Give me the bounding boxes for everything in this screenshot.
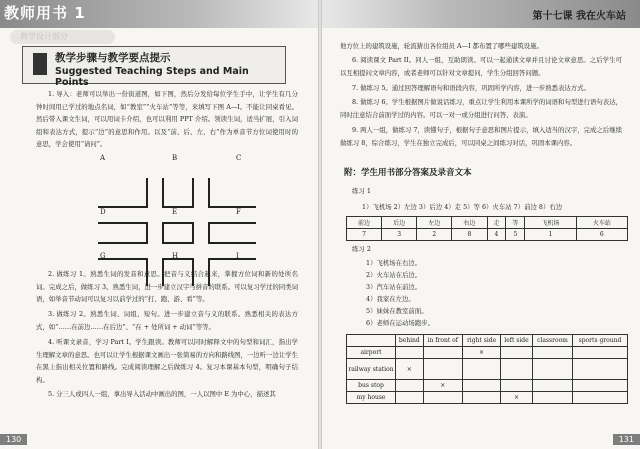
paragraph-continued: 他方位上的建筑设施，轮流猜出各位组员 A—I 都布置了哪些建筑设施。 (340, 42, 543, 50)
table-cell: 左边 (417, 217, 452, 229)
table-cell (501, 380, 533, 392)
banner-title-cn: 教学步骤与教学要点提示 (55, 52, 171, 64)
book-title: 教师用书 1 (4, 4, 86, 22)
table-cell (396, 347, 424, 359)
grid-label-d: D (100, 208, 106, 216)
table-row (347, 359, 628, 380)
table-cell: 右边 (452, 217, 487, 229)
table-header (347, 335, 396, 347)
table-cell: 4 (487, 229, 506, 241)
table-cell: × (423, 380, 463, 392)
table-cell (501, 359, 533, 380)
exercise-2-item: 5）妹妹在教室前面。 (366, 307, 428, 315)
section-banner (22, 46, 286, 88)
table-cell: 3 (382, 229, 417, 241)
table-cell (463, 392, 501, 404)
grid-label-g: G (100, 252, 106, 260)
table-row (347, 347, 628, 359)
paragraph-3: 3. 做练习 2。熟悉生词、词组、短句。进一步建立音与义的联系。熟悉相关的表达方式，如“……在前边……在后边”、“在 + 处所词 + 动词”等等。 (36, 310, 298, 331)
table-cell (423, 359, 463, 380)
grid-label-a: A (100, 154, 106, 162)
exercise-2-item: 4）我家在左边。 (366, 295, 415, 303)
grid-label-e: E (172, 208, 178, 216)
table-cell: 5 (506, 229, 525, 241)
table-cell (396, 380, 424, 392)
faded-subheading: 教学设计部分 (10, 30, 115, 44)
table-cell (423, 392, 463, 404)
paragraph-4: 4. 听课文录音，学习 Part I。学生跟读。教师可以同时解释文中的句型和词汇，指出学生理解文章的意思。也可以让学生根据课文画出一张简易的方向和路线图，一边听一边让学生在黑上指出相关位置和路线。完成阅读理解之后做练习 4。复习本课基本句型，明确句子结构。 (36, 338, 299, 384)
table-header: sports ground (572, 335, 627, 347)
exercise-2-title: 练习 2 (352, 245, 371, 253)
paragraph-7: 7. 做练习 5。通过回答理解语句和语段内容，巩固所学内容，进一步熟悉表达方式。 (352, 84, 590, 92)
table-cell: × (463, 347, 501, 359)
table-cell: × (501, 392, 533, 404)
table-header: classroom (532, 335, 572, 347)
table-cell (463, 359, 501, 380)
exercise-1-table (346, 216, 628, 241)
row-label: railway station (347, 359, 396, 380)
grid-label-i: I (236, 252, 239, 260)
paragraph-9: 9. 两人一组，做练习 7，读懂句子，根据句子意思和图片提示，填入适当的汉字，完成之后继续做练习 8，综合练习，学生在独立完成后，可以同桌之间练习对话，巩固本课内容。 (340, 126, 622, 147)
table-cell (463, 380, 501, 392)
row-label: bus stop (347, 380, 396, 392)
table-cell: 1 (525, 229, 576, 241)
paragraph-1: 1. 导入：老师可以举出一份街道图，如下图，然后分发给每位学生手中，让学生有几分钟时间用已学过的地点名词，如“教室”“火车站”等等，来填写下图 A—I。不能让同桌看见。然后带入课文生词，可以用词卡介绍，也可以利用 PPT 介绍。领读生词，适当扩展，引入词组和表达方式，提示“边”的意思和作用。以及“前、后、左、右”作为单音节方位词使用时的意思，学会使用“请问”。 (36, 90, 298, 149)
table-cell: 6 (576, 229, 627, 241)
exercise-2-table (346, 334, 628, 404)
grid-label-h: H (172, 252, 179, 260)
table-cell: 等 (506, 217, 525, 229)
table-header: right side (463, 335, 501, 347)
right-page-header (322, 0, 640, 28)
table-row (347, 380, 628, 392)
table-header: left side (501, 335, 533, 347)
table-cell (572, 359, 627, 380)
table-cell: 火车站 (576, 217, 627, 229)
banner-marker-icon (33, 53, 47, 75)
paragraph-2: 2. 做练习 1。熟悉生词的发音和意思。把音与义结合起来，掌握方位词和新的处所名词。完成之后，做练习 3。熟悉生词，进一步建立汉字与拼音的联系。可以复习学过的同类词语，如举音节动词可以复习以前学过的“打、跑、游、看”等。 (36, 270, 298, 304)
exercise-2-item: 2）火车站在后边。 (366, 271, 422, 279)
paragraph-5: 5. 分三人或四人一组，拿出导入活动中画出的图，一人以图中 E 为中心，描述其 (48, 390, 276, 398)
table-cell: 走 (487, 217, 506, 229)
table-cell (532, 380, 572, 392)
table-cell: 飞机场 (525, 217, 576, 229)
table-cell: 2 (417, 229, 452, 241)
table-cell: 前边 (347, 217, 382, 229)
paragraph-8: 8. 做练习 6。学生根据图片做说话练习，重点让学生利用本课所学的词语和句型进行语句表达，同时注意结合前面学过的内容。可以一对一或分组进行问答、表演。 (340, 98, 622, 119)
grid-label-f: F (236, 208, 241, 216)
row-label: my house (347, 392, 396, 404)
table-cell (532, 347, 572, 359)
table-cell: 7 (347, 229, 382, 241)
banner-title-en: Suggested Teaching Steps and Main Points (55, 66, 249, 88)
grid-label-c: C (236, 154, 242, 162)
table-header: behind (396, 335, 424, 347)
table-row (347, 229, 628, 241)
table-cell (423, 347, 463, 359)
table-cell: × (396, 359, 424, 380)
right-page (322, 0, 640, 449)
exercise-1-title: 练习 1 (352, 187, 371, 195)
table-cell (532, 392, 572, 404)
page-number-right: 131 (613, 434, 640, 445)
table-cell: 后边 (382, 217, 417, 229)
table-cell (572, 392, 627, 404)
exercise-1-answers: 1）飞机场 2）左边 3）后边 4）走 5）等 6）火车站 7）前边 8）右边 (362, 203, 563, 211)
table-header: in front of (423, 335, 463, 347)
appendix-heading: 附：学生用书部分答案及录音文本 (344, 168, 472, 178)
lesson-title: 第十七课 我在火车站 (532, 11, 626, 22)
left-page (0, 0, 318, 449)
exercise-2-item: 6）老师在运动场跑步。 (366, 319, 434, 327)
exercise-2-item: 1）飞机场在右边。 (366, 259, 422, 267)
page-number-left: 130 (0, 434, 27, 445)
row-label: airport (347, 347, 396, 359)
paragraph-6: 6. 阅读课文 Part II。同人一组，互助朗读。可以一起通读文章并且讨论文章意思。之后学生可以互相提问文章内容，或者老师可以针对文章提问，学生分组回答问题。 (340, 56, 622, 77)
table-cell (396, 392, 424, 404)
table-cell: 8 (452, 229, 487, 241)
left-page-header (0, 0, 318, 28)
exercise-2-item: 3）汽车站在前边。 (366, 283, 422, 291)
table-cell (501, 347, 533, 359)
grid-label-b: B (172, 154, 178, 162)
table-row (347, 217, 628, 229)
table-header-row (347, 335, 628, 347)
table-cell (572, 380, 627, 392)
table-cell (532, 359, 572, 380)
table-row (347, 392, 628, 404)
table-cell (572, 347, 627, 359)
